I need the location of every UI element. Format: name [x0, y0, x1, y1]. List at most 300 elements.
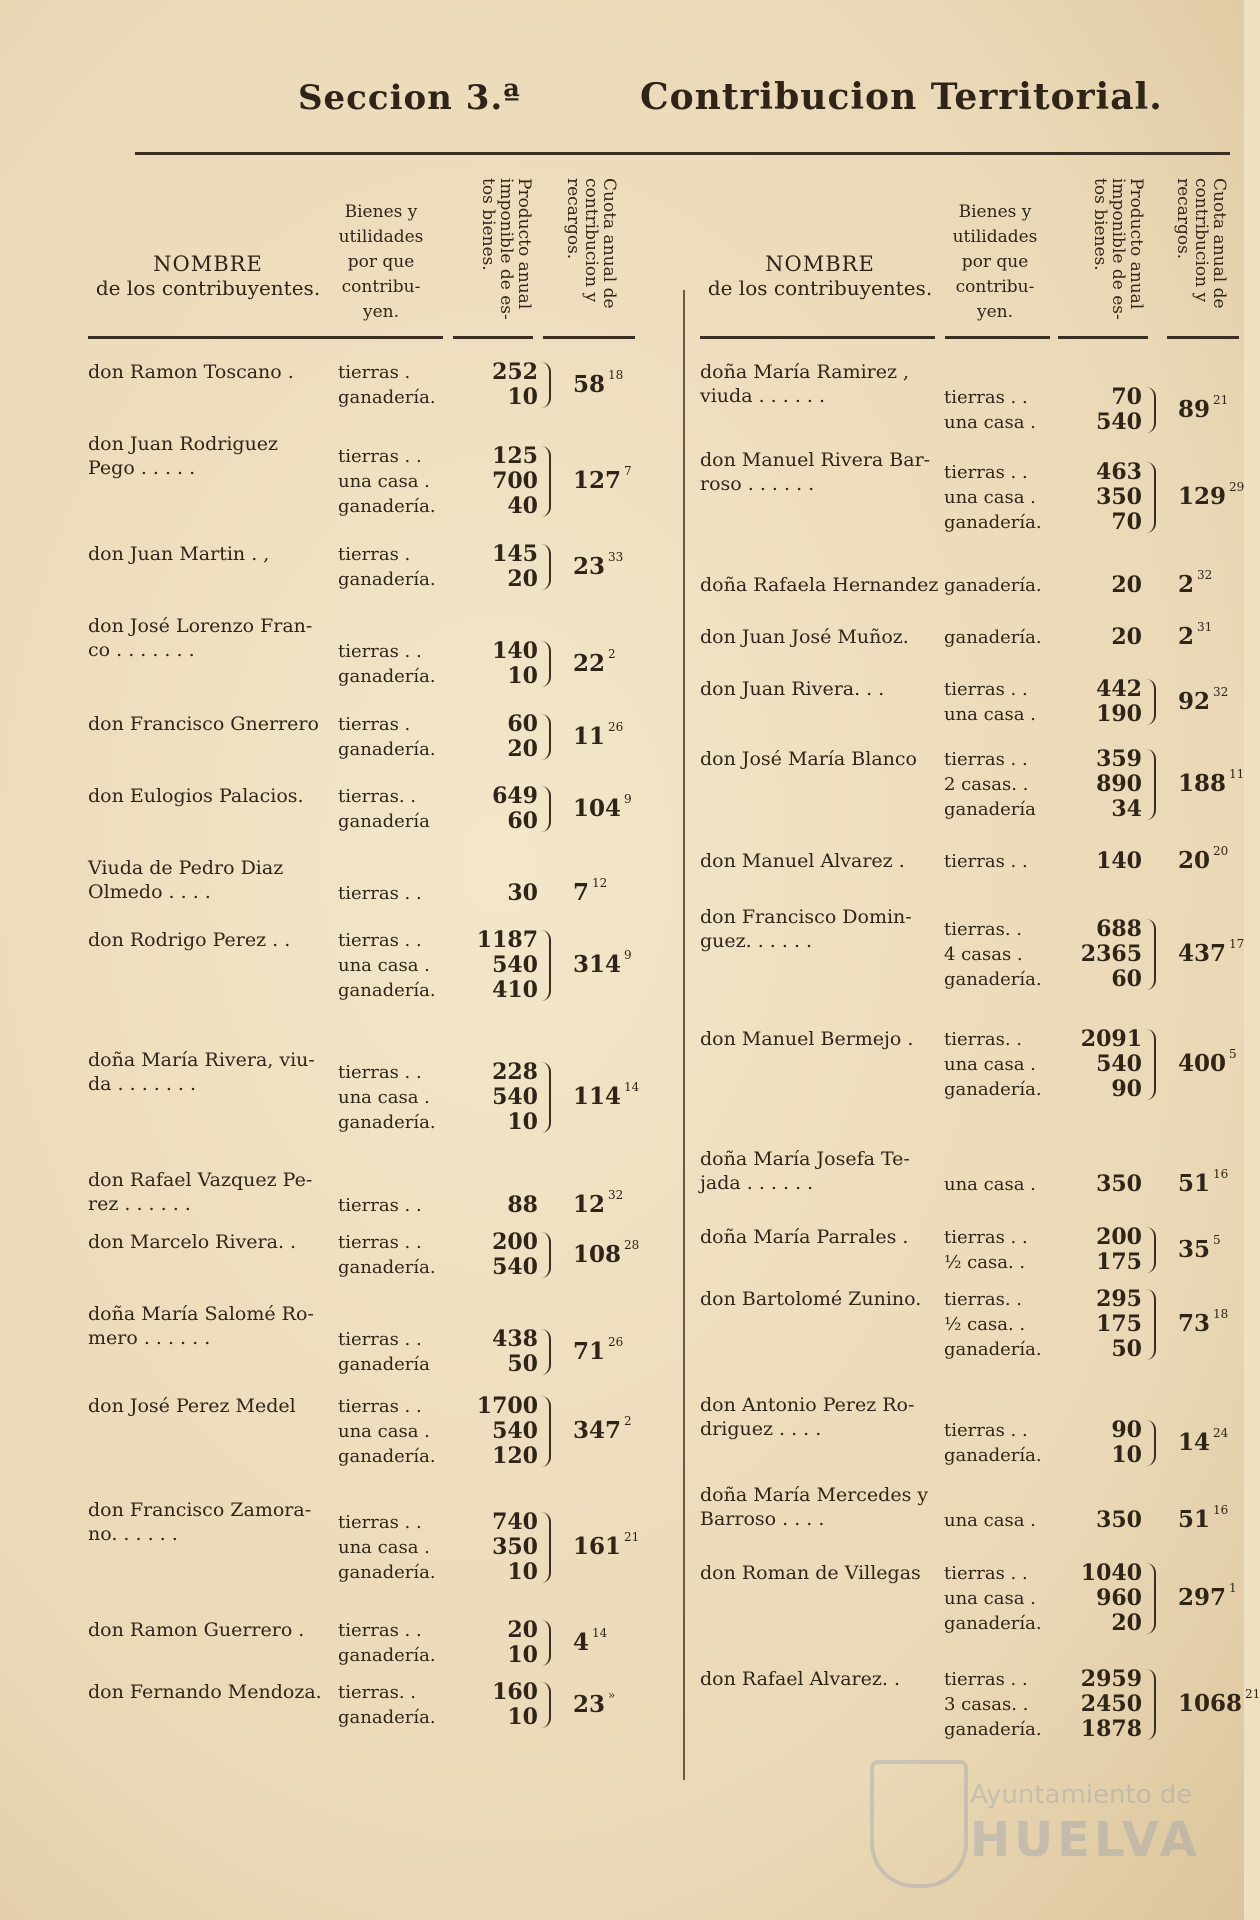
header-name-subtitle: de los contribuyentes.	[707, 276, 933, 300]
property-item: tierras . .	[338, 883, 422, 904]
contributor-entry	[88, 1498, 678, 1585]
annual-quota	[573, 1237, 640, 1268]
contributor-name-line: viuda . . . . . .	[700, 385, 826, 407]
contributor-name-line: mero . . . . . .	[88, 1327, 211, 1349]
property-item: ganadería	[944, 799, 1036, 820]
property-item: ganadería.	[338, 1446, 436, 1467]
taxable-value: 960	[1096, 1585, 1142, 1611]
quota-cents: 32	[608, 1188, 624, 1202]
taxable-value: 160	[492, 1679, 538, 1705]
contributor-name-line: Pego . . . . .	[88, 457, 196, 479]
taxable-value: 10	[507, 1642, 538, 1668]
contributor-name	[88, 1680, 322, 1704]
contributor-name-line: don Marcelo Rivera. .	[88, 1231, 297, 1253]
contributor-entry	[88, 1680, 678, 1730]
header-bienes	[326, 200, 436, 325]
property-item: ganadería.	[944, 575, 1042, 596]
annual-quota	[1178, 480, 1245, 510]
quota-cents: 16	[1213, 1167, 1229, 1181]
contributor-name	[700, 905, 912, 953]
taxable-value: 688	[1096, 916, 1142, 942]
property-item: ganadería.	[944, 969, 1042, 990]
taxable-value: 10	[507, 1704, 538, 1730]
contributor-entry	[88, 614, 678, 689]
contributor-name-line: doña María Ramirez ,	[700, 361, 910, 383]
contributor-entry	[88, 360, 678, 410]
contributor-name-line: don Francisco Domin-	[700, 906, 912, 928]
contributor-entry	[700, 1393, 1240, 1468]
property-item: tierras . .	[944, 1420, 1028, 1441]
property-item: una casa .	[338, 1537, 430, 1558]
contributor-name-line: Barroso . . . .	[700, 1508, 825, 1530]
taxable-value: 70	[1111, 384, 1142, 410]
quota-amount: 51	[1178, 1506, 1211, 1533]
contributor-entry	[88, 784, 678, 834]
header-bienes-line: yen.	[362, 302, 400, 322]
taxable-value: 10	[507, 663, 538, 689]
header-bienes-line: por que	[961, 252, 1029, 272]
property-item: ganadería.	[944, 627, 1042, 648]
taxable-value: 10	[507, 1109, 538, 1135]
taxable-value: 140	[1096, 848, 1142, 874]
property-item: ganadería.	[338, 1562, 436, 1583]
contributor-entry	[88, 1230, 678, 1280]
contributor-name-line: doña María Josefa Te-	[700, 1148, 910, 1170]
header-underline	[945, 336, 1050, 339]
annual-quota	[573, 1530, 640, 1560]
contributor-name	[88, 542, 269, 566]
contributor-entry	[700, 1666, 1260, 1742]
annual-quota	[573, 1188, 624, 1218]
header-cuota: Cuota anual de contribucion y recargos.	[563, 178, 619, 309]
annual-quota	[573, 719, 624, 750]
quota-amount: 188	[1178, 770, 1227, 797]
quota-cents: 26	[608, 719, 624, 734]
quota-amount: 114	[573, 1083, 622, 1110]
property-item: una casa .	[338, 1421, 430, 1442]
header-bienes-line: Bienes y	[958, 202, 1032, 222]
quota-cents: 9	[624, 791, 632, 806]
contributor-name-line: doña María Rivera, viu-	[88, 1049, 315, 1071]
property-item: una casa .	[944, 1510, 1036, 1531]
header-bienes-line: utilidades	[952, 227, 1038, 247]
contributor-name	[700, 1027, 913, 1051]
taxable-value: 88	[507, 1192, 538, 1218]
grouping-brace	[541, 1512, 551, 1583]
quota-cents: 14	[624, 1080, 640, 1094]
header-cuota: Cuota anual de contribucion y recargos.	[1173, 178, 1229, 309]
property-item: ganadería.	[944, 1719, 1042, 1740]
right-column	[700, 170, 1260, 1890]
property-item: tierras . .	[338, 930, 422, 951]
taxable-value: 34	[1111, 796, 1142, 822]
header-rule	[135, 152, 1230, 155]
quota-cents: 18	[608, 367, 624, 382]
taxable-value: 540	[492, 1084, 538, 1110]
contributor-name	[700, 573, 938, 597]
contributor-name-line: roso . . . . . .	[700, 473, 815, 495]
contributor-name-line: rez . . . . . .	[88, 1193, 191, 1215]
quota-amount: 73	[1178, 1310, 1211, 1337]
contributor-entry	[700, 620, 1240, 650]
property-item: ganadería.	[338, 569, 436, 590]
grouping-brace	[541, 1062, 551, 1133]
property-item: ganadería.	[338, 980, 436, 1001]
quota-amount: 104	[573, 794, 622, 822]
quota-amount: 92	[1178, 687, 1211, 715]
contributor-name	[88, 432, 278, 480]
quota-cents: 17	[1229, 937, 1245, 951]
property-item: ganadería.	[338, 739, 436, 760]
contributor-name	[88, 1498, 311, 1546]
contributor-name-line: don Rafael Alvarez. .	[700, 1668, 900, 1690]
page-title: Contribucion Territorial.	[640, 76, 1163, 118]
contributor-name-line: don Francisco Gnerrero	[88, 713, 319, 735]
grouping-brace	[1146, 1563, 1156, 1634]
property-item: ganadería.	[338, 666, 436, 687]
contributor-name-line: don José Perez Medel	[88, 1395, 296, 1417]
contributor-name	[700, 1667, 900, 1691]
grouping-brace	[1146, 919, 1156, 990]
quota-amount: 297	[1178, 1584, 1227, 1611]
quota-cents: 29	[1229, 480, 1245, 494]
quota-cents: 11	[1229, 767, 1245, 781]
quota-amount: 161	[573, 1533, 622, 1560]
taxable-value: 145	[492, 541, 538, 567]
grouping-brace	[541, 1396, 551, 1467]
taxable-value: 463	[1096, 459, 1142, 485]
property-item: tierras .	[338, 544, 411, 565]
quota-amount: 12	[573, 1191, 606, 1218]
grouping-brace	[1146, 1669, 1156, 1740]
contributor-entry	[700, 746, 1245, 822]
grouping-brace	[1146, 462, 1156, 533]
contributor-name-line: don Juan José Muñoz.	[700, 626, 909, 648]
quota-amount: 23	[573, 1690, 606, 1718]
contributor-name-line: don Manuel Alvarez .	[700, 850, 905, 872]
contributor-name	[700, 1393, 914, 1441]
annual-quota	[573, 1414, 632, 1444]
quota-amount: 22	[573, 649, 606, 677]
header-producto: Producto anual imponible de es-tos bienes.	[1090, 178, 1146, 320]
property-item: ganadería	[338, 811, 430, 832]
quota-amount: 71	[573, 1337, 606, 1365]
grouping-brace	[1146, 387, 1156, 433]
property-item: una casa .	[944, 412, 1036, 433]
property-item: tierras . .	[338, 1195, 422, 1216]
annual-quota	[1178, 1425, 1229, 1456]
property-item: ganadería.	[338, 387, 436, 408]
taxable-value: 60	[507, 808, 538, 834]
taxable-value: 1040	[1080, 1560, 1142, 1586]
taxable-value: 740	[492, 1509, 538, 1535]
contributor-name	[700, 1483, 928, 1531]
taxable-value: 125	[492, 443, 538, 469]
property-item: ganadería.	[944, 1445, 1042, 1466]
contributor-name	[88, 712, 319, 736]
quota-cents: 21	[624, 1530, 640, 1544]
annual-quota	[1178, 620, 1213, 650]
taxable-value: 190	[1096, 701, 1142, 727]
property-item: tierras. .	[944, 1289, 1022, 1310]
annual-quota	[573, 367, 624, 398]
annual-quota	[1178, 684, 1229, 715]
property-item: ganadería.	[338, 1645, 436, 1666]
contributor-entry	[700, 1027, 1240, 1102]
taxable-value: 350	[492, 1534, 538, 1560]
property-item: tierras . .	[338, 1232, 422, 1253]
annual-quota	[573, 646, 616, 677]
grouping-brace	[541, 1329, 551, 1375]
contributor-name	[700, 849, 905, 873]
annual-quota	[573, 1080, 640, 1110]
contributor-entry	[88, 856, 678, 906]
contributor-name-line: don Rafael Vazquez Pe-	[88, 1169, 313, 1191]
contributor-entry	[88, 542, 678, 592]
contributor-entry	[88, 1302, 678, 1377]
annual-quota	[1178, 1167, 1229, 1197]
property-item: una casa .	[944, 487, 1036, 508]
contributor-entry	[700, 448, 1245, 535]
header-underline	[543, 336, 635, 339]
quota-cents: 32	[1197, 568, 1213, 582]
taxable-value: 442	[1096, 676, 1142, 702]
contributor-name-line: don Manuel Bermejo .	[700, 1028, 914, 1050]
taxable-value: 350	[1096, 484, 1142, 510]
taxable-value: 359	[1096, 746, 1142, 772]
taxable-value: 20	[507, 566, 538, 592]
quota-cents: 31	[1197, 620, 1213, 634]
property-item: ½ casa. .	[944, 1314, 1026, 1335]
contributor-entry	[700, 1225, 1240, 1275]
quota-amount: 127	[573, 467, 622, 494]
taxable-value: 120	[492, 1443, 538, 1469]
contributor-name-line: doña Rafaela Hernandez	[700, 574, 939, 596]
annual-quota	[573, 876, 608, 906]
property-item: ganadería.	[944, 512, 1042, 533]
contributor-entry	[700, 1287, 1240, 1362]
grouping-brace	[541, 786, 551, 832]
grouping-brace	[1146, 1029, 1156, 1100]
taxable-value: 890	[1096, 771, 1142, 797]
taxable-value: 2091	[1080, 1026, 1142, 1052]
property-item: tierras . .	[944, 749, 1028, 770]
taxable-value: 540	[1096, 409, 1142, 435]
contributor-name	[88, 1618, 304, 1642]
quota-amount: 89	[1178, 395, 1211, 423]
quota-amount: 108	[573, 1240, 622, 1268]
quota-cents: 24	[1213, 1425, 1229, 1440]
property-item: tierras. .	[338, 1682, 416, 1703]
header-name-title: NOMBRE	[765, 252, 875, 276]
property-item: 2 casas. .	[944, 774, 1029, 795]
quota-amount: 58	[573, 370, 606, 398]
taxable-value: 350	[1096, 1171, 1142, 1197]
property-item: una casa .	[338, 1087, 430, 1108]
taxable-value: 649	[492, 783, 538, 809]
quota-cents: 14	[592, 1625, 608, 1640]
contributor-name	[88, 928, 290, 952]
header-producto: Producto anual imponible de es-tos bienes.	[478, 178, 534, 320]
quota-cents: 32	[1213, 684, 1229, 699]
property-item: tierras . .	[944, 851, 1028, 872]
taxable-value: 20	[507, 736, 538, 762]
taxable-value: 2450	[1080, 1691, 1142, 1717]
annual-quota	[1178, 568, 1213, 598]
right-column-header	[700, 170, 1240, 340]
property-item: ganadería.	[944, 1339, 1042, 1360]
contributor-entry	[88, 432, 678, 519]
taxable-value: 2959	[1080, 1666, 1142, 1692]
contributor-name	[700, 1561, 921, 1585]
page-heading	[0, 78, 1244, 128]
taxable-value: 30	[507, 880, 538, 906]
quota-amount: 1068	[1178, 1690, 1243, 1717]
contributor-name	[700, 1147, 910, 1195]
contributor-name	[700, 448, 930, 496]
contributor-name	[88, 1394, 296, 1418]
property-item: tierras . .	[944, 387, 1028, 408]
grouping-brace	[1146, 749, 1156, 820]
annual-quota	[1178, 937, 1245, 967]
quota-cents: 12	[592, 876, 608, 890]
taxable-value: 295	[1096, 1286, 1142, 1312]
contributor-entry	[700, 905, 1245, 992]
taxable-value: 1700	[476, 1393, 538, 1419]
property-item: ganadería.	[338, 1257, 436, 1278]
annual-quota	[573, 464, 632, 494]
quota-amount: 2	[1178, 571, 1195, 598]
contributor-entry	[88, 1048, 678, 1135]
grouping-brace	[541, 714, 551, 760]
contributor-name-line: driguez . . . .	[700, 1418, 822, 1440]
contributor-name	[88, 614, 312, 662]
taxable-value: 50	[1111, 1336, 1142, 1362]
quota-amount: 437	[1178, 940, 1227, 967]
contributor-name-line: Olmedo . . . .	[88, 881, 211, 903]
property-item: una casa .	[944, 704, 1036, 725]
contributor-name-line: don Antonio Perez Ro-	[700, 1394, 915, 1416]
taxable-value: 438	[492, 1326, 538, 1352]
header-name-title: NOMBRE	[153, 252, 263, 276]
contributor-name	[88, 360, 294, 384]
taxable-value: 540	[1096, 1051, 1142, 1077]
contributor-entry	[700, 568, 1240, 598]
quota-cents: 2	[624, 1414, 632, 1428]
property-item: tierras .	[338, 714, 411, 735]
left-column	[88, 170, 678, 1890]
quota-amount: 7	[573, 879, 590, 906]
taxable-value: 200	[492, 1229, 538, 1255]
taxable-value: 60	[1111, 966, 1142, 992]
header-name-subtitle: de los contribuyentes.	[95, 276, 321, 300]
quota-amount: 35	[1178, 1235, 1211, 1263]
property-item: una casa .	[944, 1588, 1036, 1609]
contributor-entry	[88, 712, 678, 762]
contributor-name	[700, 625, 909, 649]
property-item: una casa .	[338, 955, 430, 976]
property-item: tierras . .	[338, 446, 422, 467]
header-bienes-line: yen.	[976, 302, 1014, 322]
contributor-name-line: don Bartolomé Zunino.	[700, 1288, 922, 1310]
grouping-brace	[1146, 1420, 1156, 1466]
annual-quota	[1178, 1307, 1229, 1337]
property-item: tierras . .	[944, 1563, 1028, 1584]
property-item: tierras . .	[338, 1396, 422, 1417]
contributor-name	[700, 360, 909, 408]
annual-quota	[1178, 1687, 1260, 1717]
header-bienes-line: Bienes y	[344, 202, 418, 222]
grouping-brace	[541, 1232, 551, 1278]
quota-cents: 18	[1213, 1307, 1229, 1321]
contributor-entry	[700, 844, 1240, 874]
property-item: una casa .	[338, 471, 430, 492]
quota-cents: 20	[1213, 844, 1229, 858]
property-item: una casa .	[944, 1054, 1036, 1075]
header-underline	[88, 336, 328, 339]
quota-cents: 5	[1213, 1232, 1221, 1247]
taxable-value: 700	[492, 468, 538, 494]
property-item: tierras . .	[944, 462, 1028, 483]
quota-cents: 7	[624, 464, 632, 478]
taxable-value: 10	[507, 384, 538, 410]
annual-quota	[573, 1334, 624, 1365]
grouping-brace	[541, 362, 551, 408]
quota-amount: 51	[1178, 1170, 1211, 1197]
grouping-brace	[541, 1682, 551, 1728]
taxable-value: 10	[507, 1559, 538, 1585]
taxable-value: 540	[492, 1254, 538, 1280]
annual-quota	[573, 791, 632, 822]
quota-amount: 23	[573, 552, 606, 580]
quota-cents: 5	[1229, 1047, 1237, 1061]
taxable-value: 20	[507, 1617, 538, 1643]
contributor-entry	[88, 1394, 678, 1469]
contributor-name	[88, 1302, 314, 1350]
contributor-name-line: doña María Salomé Ro-	[88, 1303, 314, 1325]
grouping-brace	[541, 544, 551, 590]
quota-cents: 21	[1213, 392, 1229, 407]
grouping-brace	[1146, 1227, 1156, 1273]
contributor-name-line: guez. . . . . .	[700, 930, 813, 952]
taxable-value: 175	[1096, 1311, 1142, 1337]
contributor-name-line: co . . . . . . .	[88, 639, 195, 661]
contributor-name-line: no. . . . . .	[88, 1523, 178, 1545]
contributor-entry	[700, 1561, 1240, 1636]
taxable-value: 90	[1111, 1076, 1142, 1102]
grouping-brace	[541, 930, 551, 1001]
contributor-name	[700, 1287, 921, 1311]
property-item: ganadería.	[944, 1613, 1042, 1634]
annual-quota	[1178, 1232, 1221, 1263]
annual-quota	[1178, 767, 1245, 797]
taxable-value: 20	[1111, 624, 1142, 650]
property-item: tierras .	[338, 362, 411, 383]
taxable-value: 175	[1096, 1249, 1142, 1275]
property-item: tierras . .	[338, 1512, 422, 1533]
contributor-name-line: don Juan Martin . ,	[88, 543, 270, 565]
contributor-name	[700, 747, 917, 771]
annual-quota	[1178, 392, 1229, 423]
header-bienes-line: contribu-	[341, 277, 421, 297]
quota-cents: »	[608, 1687, 616, 1702]
quota-amount: 347	[573, 1417, 622, 1444]
contributor-entry	[88, 1618, 678, 1668]
property-item: tierras . .	[338, 1062, 422, 1083]
contributor-entry	[88, 1168, 678, 1218]
archive-watermark	[870, 1740, 1230, 1910]
contributor-name-line: doña María Mercedes y	[700, 1484, 929, 1506]
